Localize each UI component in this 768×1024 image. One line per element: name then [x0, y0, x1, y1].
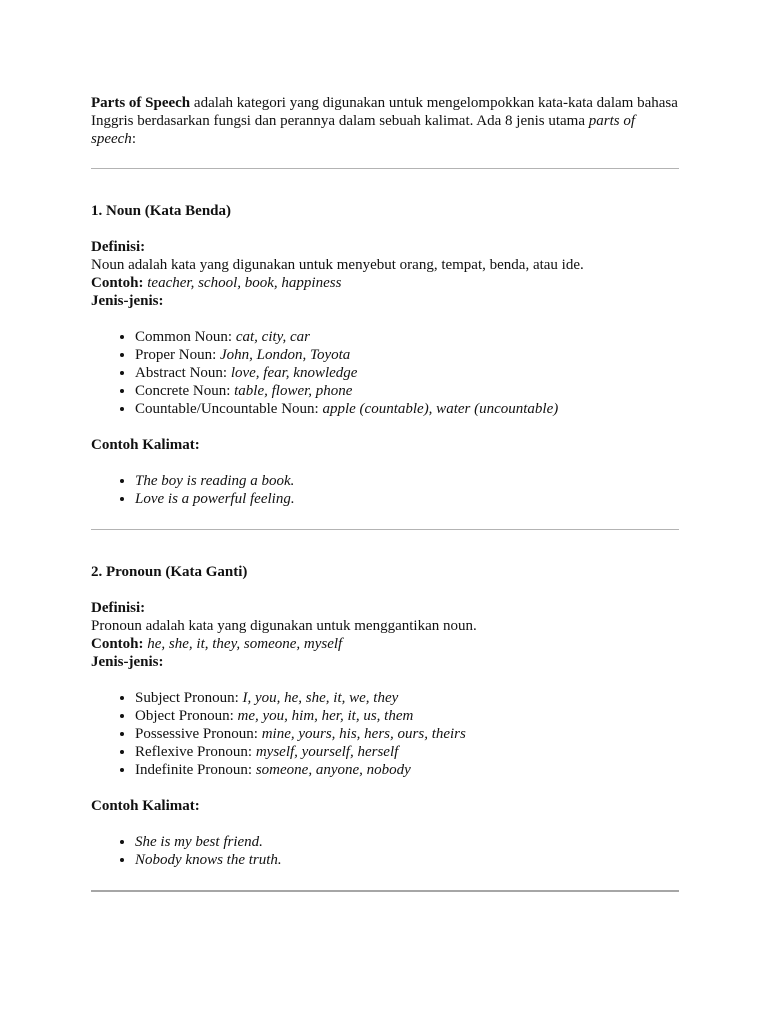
section-title: 2. Pronoun (Kata Ganti): [91, 564, 248, 580]
list-item: [135, 707, 679, 725]
list-item: [135, 725, 679, 743]
kalimat-list: [91, 472, 679, 508]
item-examples: John, London, Toyota: [220, 347, 351, 363]
definisi-label: Definisi:: [91, 239, 146, 255]
intro-term: Parts of Speech: [91, 95, 191, 111]
item-examples: I, you, he, she, it, we, they: [242, 690, 399, 706]
item-label: Reflexive Pronoun:: [135, 744, 256, 760]
intro-paragraph: [91, 94, 679, 148]
list-item: [135, 400, 679, 418]
item-examples: apple (countable), water (uncountable): [322, 401, 559, 417]
list-item: [135, 346, 679, 364]
definisi-text: Pronoun adalah kata yang digunakan untuk menggantikan noun.: [91, 618, 477, 634]
definisi-text: Noun adalah kata yang digunakan untuk menyebut orang, tempat, benda, atau ide.: [91, 257, 584, 273]
item-examples: cat, city, car: [235, 329, 310, 345]
list-item: [135, 761, 679, 779]
item-examples: someone, anyone, nobody: [255, 762, 411, 778]
item-label: Possessive Pronoun:: [135, 726, 262, 742]
intro-end: :: [131, 131, 136, 147]
contoh-line: [91, 274, 679, 292]
item-label: Countable/Uncountable Noun:: [135, 401, 323, 417]
divider: [91, 529, 679, 530]
jenis-label: Jenis-jenis:: [91, 654, 164, 670]
kalimat-label: Contoh Kalimat:: [91, 437, 200, 453]
jenis-list: [91, 689, 679, 779]
contoh-value: teacher, school, book, happiness: [147, 275, 342, 291]
section-pronoun: [91, 563, 679, 869]
item-label: Indefinite Pronoun:: [135, 762, 256, 778]
item-label: Object Pronoun:: [135, 708, 238, 724]
contoh-label: Contoh:: [91, 275, 144, 291]
jenis-label: Jenis-jenis:: [91, 293, 164, 309]
section-noun: [91, 202, 679, 508]
item-label: Proper Noun:: [135, 347, 220, 363]
jenis-list: [91, 328, 679, 418]
item-label: Concrete Noun:: [135, 383, 235, 399]
item-examples: mine, yours, his, hers, ours, theirs: [261, 726, 466, 742]
list-item: [135, 364, 679, 382]
item-examples: table, flower, phone: [234, 383, 353, 399]
divider: [91, 168, 679, 169]
list-item: • The boy is reading a book.: [135, 472, 679, 490]
list-item: [135, 382, 679, 400]
document-page: [91, 94, 679, 892]
section-title: 1. Noun (Kata Benda): [91, 203, 232, 219]
item-label: Common Noun:: [135, 329, 236, 345]
definisi-label: Definisi:: [91, 600, 146, 616]
kalimat-list: [91, 833, 679, 869]
list-item: [135, 689, 679, 707]
list-item: • Nobody knows the truth.: [135, 851, 679, 869]
list-item: • Love is a powerful feeling.: [135, 490, 679, 508]
item-label: Abstract Noun:: [135, 365, 231, 381]
item-examples: love, fear, knowledge: [230, 365, 358, 381]
item-examples: myself, yourself, herself: [255, 744, 399, 760]
contoh-label: Contoh:: [91, 636, 144, 652]
kalimat-label: Contoh Kalimat:: [91, 798, 200, 814]
item-examples: me, you, him, her, it, us, them: [237, 708, 414, 724]
list-item: [135, 743, 679, 761]
intro-text: adalah kategori yang digunakan untuk mengelompokkan kata-kata dalam bahasa Inggris berdasarkan fungsi dan perannya dalam sebuah kalimat. Ada 8 jenis utama: [91, 95, 678, 129]
item-label: Subject Pronoun:: [135, 690, 243, 706]
list-item: [135, 328, 679, 346]
contoh-line: [91, 635, 679, 653]
list-item: • She is my best friend.: [135, 833, 679, 851]
intro-term-italic: parts of speech: [91, 113, 636, 147]
contoh-value: he, she, it, they, someone, myself: [147, 636, 343, 652]
divider: [91, 890, 679, 892]
